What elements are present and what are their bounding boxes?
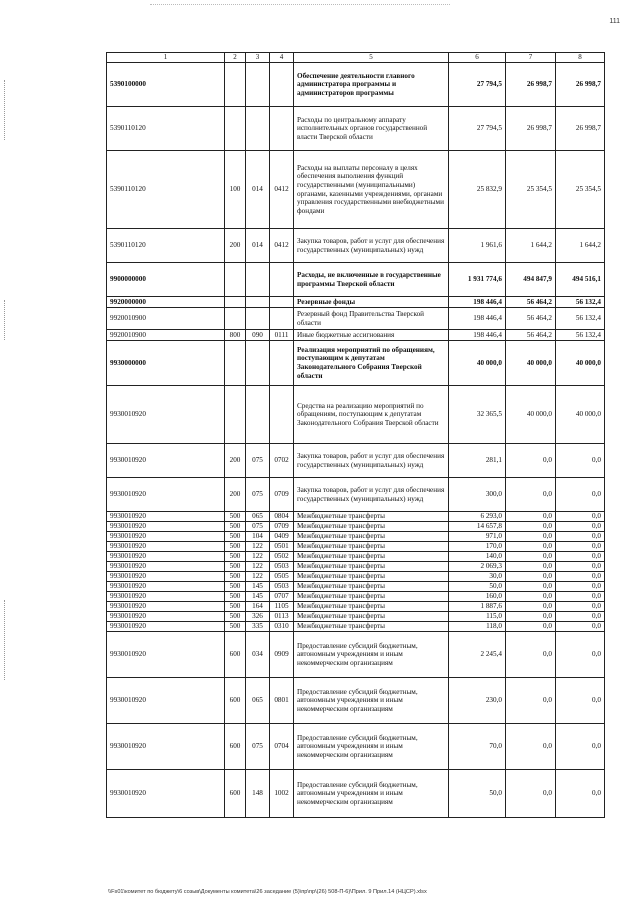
- cell-amount-col8: 0,0: [556, 770, 605, 818]
- cell-expense-type: 200: [225, 444, 246, 478]
- cell-target-code: 9930010920: [107, 522, 225, 532]
- cell-description: Межбюджетные трансферты: [294, 602, 449, 612]
- cell-amount-col8: 0,0: [556, 512, 605, 522]
- column-header: 2: [225, 53, 246, 63]
- cell-expense-type: 500: [225, 612, 246, 622]
- cell-expense-type: 500: [225, 622, 246, 632]
- cell-ministry: [246, 107, 270, 151]
- cell-section: 0412: [270, 229, 294, 263]
- table-row: [107, 444, 605, 478]
- table-row: [107, 622, 605, 632]
- table-row: [107, 263, 605, 297]
- cell-amount-col6: 115,0: [449, 612, 506, 622]
- cell-target-code: 9930010920: [107, 632, 225, 678]
- cell-ministry: 065: [246, 678, 270, 724]
- table-row: [107, 770, 605, 818]
- table-row: [107, 632, 605, 678]
- cell-section: 0801: [270, 678, 294, 724]
- cell-section: 0702: [270, 444, 294, 478]
- table-row: [107, 532, 605, 542]
- cell-target-code: 9930010920: [107, 592, 225, 602]
- cell-amount-col8: 56 132,4: [556, 330, 605, 341]
- cell-expense-type: 500: [225, 512, 246, 522]
- column-header: 4: [270, 53, 294, 63]
- cell-section: 0501: [270, 542, 294, 552]
- cell-description: Предоставление субсидий бюджетным, автономным учреждениям и иным некоммерческим организациям: [294, 678, 449, 724]
- cell-amount-col8: 40 000,0: [556, 341, 605, 386]
- cell-amount-col7: 0,0: [506, 582, 556, 592]
- cell-amount-col8: 0,0: [556, 542, 605, 552]
- cell-amount-col7: 0,0: [506, 724, 556, 770]
- cell-section: 0502: [270, 552, 294, 562]
- cell-target-code: 9930010920: [107, 678, 225, 724]
- cell-description: Межбюджетные трансферты: [294, 612, 449, 622]
- cell-expense-type: 500: [225, 552, 246, 562]
- cell-amount-col7: 25 354,5: [506, 151, 556, 229]
- cell-ministry: 122: [246, 562, 270, 572]
- cell-amount-col8: 0,0: [556, 444, 605, 478]
- column-header: 5: [294, 53, 449, 63]
- table-row: [107, 330, 605, 341]
- cell-section: [270, 386, 294, 444]
- scan-margin-mark: [4, 600, 6, 680]
- scan-margin-mark: [4, 300, 6, 340]
- cell-amount-col8: 0,0: [556, 572, 605, 582]
- cell-ministry: 335: [246, 622, 270, 632]
- cell-target-code: 9930010920: [107, 582, 225, 592]
- cell-target-code: 9930010920: [107, 602, 225, 612]
- scan-margin-mark: [4, 80, 6, 140]
- cell-target-code: 9930010920: [107, 444, 225, 478]
- cell-ministry: 075: [246, 444, 270, 478]
- cell-description: Закупка товаров, работ и услуг для обеспечения государственных (муниципальных) нужд: [294, 229, 449, 263]
- cell-amount-col8: 56 132,4: [556, 308, 605, 330]
- cell-amount-col8: 25 354,5: [556, 151, 605, 229]
- cell-amount-col8: 0,0: [556, 522, 605, 532]
- cell-amount-col8: 0,0: [556, 602, 605, 612]
- cell-amount-col7: 1 644,2: [506, 229, 556, 263]
- cell-amount-col7: 56 464,2: [506, 330, 556, 341]
- cell-target-code: 9930010920: [107, 612, 225, 622]
- cell-description: Межбюджетные трансферты: [294, 562, 449, 572]
- cell-amount-col7: 26 998,7: [506, 107, 556, 151]
- cell-amount-col6: 1 931 774,6: [449, 263, 506, 297]
- cell-target-code: 9930000000: [107, 341, 225, 386]
- table-row: [107, 552, 605, 562]
- cell-amount-col6: 198 446,4: [449, 330, 506, 341]
- cell-section: 0704: [270, 724, 294, 770]
- cell-description: Резервный фонд Правительства Тверской области: [294, 308, 449, 330]
- cell-amount-col8: 26 998,7: [556, 107, 605, 151]
- cell-target-code: 9930010920: [107, 552, 225, 562]
- column-header: 1: [107, 53, 225, 63]
- cell-target-code: 9930010920: [107, 478, 225, 512]
- cell-amount-col8: 0,0: [556, 622, 605, 632]
- cell-ministry: 065: [246, 512, 270, 522]
- cell-target-code: 9930010920: [107, 386, 225, 444]
- table-row: [107, 572, 605, 582]
- cell-target-code: 9930010920: [107, 770, 225, 818]
- cell-description: Реализация мероприятий по обращениям, поступающим к депутатам Законодательного Собрания Тверской области: [294, 341, 449, 386]
- cell-amount-col7: 0,0: [506, 602, 556, 612]
- cell-amount-col8: 0,0: [556, 678, 605, 724]
- cell-section: 0409: [270, 532, 294, 542]
- cell-section: 0310: [270, 622, 294, 632]
- cell-amount-col6: 50,0: [449, 582, 506, 592]
- cell-expense-type: [225, 308, 246, 330]
- cell-section: 0709: [270, 478, 294, 512]
- cell-amount-col8: 26 998,7: [556, 63, 605, 107]
- cell-expense-type: 600: [225, 724, 246, 770]
- cell-target-code: 9920010900: [107, 330, 225, 341]
- cell-amount-col7: 0,0: [506, 678, 556, 724]
- cell-section: [270, 341, 294, 386]
- cell-amount-col7: 0,0: [506, 592, 556, 602]
- table-row: [107, 512, 605, 522]
- cell-amount-col7: 0,0: [506, 612, 556, 622]
- cell-amount-col7: 0,0: [506, 512, 556, 522]
- budget-table-body: [107, 53, 605, 818]
- cell-section: 0505: [270, 572, 294, 582]
- cell-expense-type: 800: [225, 330, 246, 341]
- cell-expense-type: [225, 107, 246, 151]
- cell-ministry: [246, 308, 270, 330]
- cell-ministry: 145: [246, 592, 270, 602]
- cell-description: Межбюджетные трансферты: [294, 582, 449, 592]
- cell-ministry: 034: [246, 632, 270, 678]
- cell-description: Межбюджетные трансферты: [294, 552, 449, 562]
- cell-amount-col8: 0,0: [556, 582, 605, 592]
- scan-artifact-line: [150, 4, 450, 6]
- cell-description: Межбюджетные трансферты: [294, 512, 449, 522]
- table-row: [107, 592, 605, 602]
- cell-target-code: 5390110120: [107, 107, 225, 151]
- cell-amount-col6: 70,0: [449, 724, 506, 770]
- cell-description: Предоставление субсидий бюджетным, автономным учреждениям и иным некоммерческим организациям: [294, 724, 449, 770]
- cell-ministry: 148: [246, 770, 270, 818]
- table-row: [107, 63, 605, 107]
- cell-expense-type: [225, 341, 246, 386]
- column-header: 3: [246, 53, 270, 63]
- table-row: [107, 582, 605, 592]
- cell-amount-col6: 1 961,6: [449, 229, 506, 263]
- cell-amount-col6: 25 832,9: [449, 151, 506, 229]
- cell-expense-type: 200: [225, 229, 246, 263]
- cell-target-code: 9930010920: [107, 512, 225, 522]
- table-row: [107, 678, 605, 724]
- cell-expense-type: 100: [225, 151, 246, 229]
- cell-ministry: [246, 341, 270, 386]
- cell-amount-col8: 0,0: [556, 612, 605, 622]
- cell-target-code: 5390110120: [107, 151, 225, 229]
- cell-amount-col8: 40 000,0: [556, 386, 605, 444]
- cell-description: Предоставление субсидий бюджетным, автономным учреждениям и иным некоммерческим организациям: [294, 632, 449, 678]
- cell-expense-type: 500: [225, 592, 246, 602]
- cell-expense-type: 500: [225, 532, 246, 542]
- cell-amount-col6: 300,0: [449, 478, 506, 512]
- cell-ministry: 014: [246, 151, 270, 229]
- cell-amount-col6: 971,0: [449, 532, 506, 542]
- table-row: [107, 341, 605, 386]
- cell-amount-col8: 0,0: [556, 532, 605, 542]
- table-header-row: [107, 53, 605, 63]
- cell-description: Обеспечение деятельности главного администратора программы и администраторов программы: [294, 63, 449, 107]
- table-row: [107, 107, 605, 151]
- cell-target-code: 9930010920: [107, 622, 225, 632]
- table-row: [107, 612, 605, 622]
- cell-target-code: 9930010920: [107, 572, 225, 582]
- cell-amount-col7: 0,0: [506, 478, 556, 512]
- cell-expense-type: 600: [225, 632, 246, 678]
- cell-section: 0503: [270, 582, 294, 592]
- cell-amount-col8: 0,0: [556, 478, 605, 512]
- column-header: 7: [506, 53, 556, 63]
- cell-description: Закупка товаров, работ и услуг для обеспечения государственных (муниципальных) нужд: [294, 444, 449, 478]
- cell-amount-col6: 230,0: [449, 678, 506, 724]
- cell-description: Предоставление субсидий бюджетным, автономным учреждениям и иным некоммерческим организациям: [294, 770, 449, 818]
- cell-amount-col7: 0,0: [506, 522, 556, 532]
- table-row: [107, 308, 605, 330]
- cell-amount-col7: 56 464,2: [506, 297, 556, 308]
- cell-amount-col8: 1 644,2: [556, 229, 605, 263]
- cell-description: Иные бюджетные ассигнования: [294, 330, 449, 341]
- cell-target-code: 9930010920: [107, 542, 225, 552]
- cell-amount-col6: 198 446,4: [449, 308, 506, 330]
- cell-expense-type: [225, 63, 246, 107]
- cell-section: 0909: [270, 632, 294, 678]
- cell-section: 0412: [270, 151, 294, 229]
- cell-amount-col7: 0,0: [506, 770, 556, 818]
- cell-description: Межбюджетные трансферты: [294, 622, 449, 632]
- file-path-footer: \\Fs01\комитет по бюджету\6 созыв\Документы комитета\26 заседание (5)\пр\пр\(26) 508-П-6)\Прил. 9 Прил.14 (НЦСР).xlsx: [108, 889, 427, 895]
- cell-amount-col6: 27 794,5: [449, 107, 506, 151]
- cell-amount-col7: 494 847,9: [506, 263, 556, 297]
- cell-ministry: 075: [246, 522, 270, 532]
- cell-ministry: 104: [246, 532, 270, 542]
- cell-amount-col6: 27 794,5: [449, 63, 506, 107]
- cell-amount-col7: 0,0: [506, 572, 556, 582]
- cell-ministry: 075: [246, 724, 270, 770]
- cell-ministry: 014: [246, 229, 270, 263]
- cell-amount-col7: 0,0: [506, 632, 556, 678]
- cell-ministry: [246, 63, 270, 107]
- cell-section: 0707: [270, 592, 294, 602]
- table-row: [107, 724, 605, 770]
- cell-ministry: 145: [246, 582, 270, 592]
- cell-amount-col6: 2 245,4: [449, 632, 506, 678]
- table-row: [107, 297, 605, 308]
- cell-target-code: 9920010900: [107, 308, 225, 330]
- budget-table: [106, 52, 605, 818]
- cell-amount-col7: 0,0: [506, 542, 556, 552]
- cell-expense-type: 500: [225, 542, 246, 552]
- cell-target-code: 5390100000: [107, 63, 225, 107]
- cell-amount-col7: 0,0: [506, 444, 556, 478]
- cell-target-code: 9930010920: [107, 724, 225, 770]
- cell-amount-col6: 1 887,6: [449, 602, 506, 612]
- table-row: [107, 562, 605, 572]
- cell-target-code: 9930010920: [107, 562, 225, 572]
- cell-ministry: [246, 386, 270, 444]
- cell-amount-col7: 0,0: [506, 562, 556, 572]
- cell-amount-col6: 50,0: [449, 770, 506, 818]
- cell-section: 0804: [270, 512, 294, 522]
- cell-amount-col6: 30,0: [449, 572, 506, 582]
- cell-expense-type: [225, 297, 246, 308]
- cell-amount-col6: 14 657,8: [449, 522, 506, 532]
- table-row: [107, 386, 605, 444]
- column-header: 8: [556, 53, 605, 63]
- cell-amount-col6: 2 069,3: [449, 562, 506, 572]
- cell-section: 1002: [270, 770, 294, 818]
- cell-section: 0113: [270, 612, 294, 622]
- cell-amount-col7: 26 998,7: [506, 63, 556, 107]
- cell-amount-col6: 118,0: [449, 622, 506, 632]
- cell-amount-col7: 0,0: [506, 552, 556, 562]
- cell-description: Межбюджетные трансферты: [294, 522, 449, 532]
- cell-amount-col6: 170,0: [449, 542, 506, 552]
- cell-section: [270, 107, 294, 151]
- cell-expense-type: 500: [225, 562, 246, 572]
- cell-description: Межбюджетные трансферты: [294, 542, 449, 552]
- cell-section: [270, 297, 294, 308]
- cell-ministry: 122: [246, 552, 270, 562]
- cell-amount-col8: 494 516,1: [556, 263, 605, 297]
- cell-section: 0709: [270, 522, 294, 532]
- cell-ministry: 164: [246, 602, 270, 612]
- cell-expense-type: 500: [225, 522, 246, 532]
- cell-target-code: 9920000000: [107, 297, 225, 308]
- cell-expense-type: 500: [225, 582, 246, 592]
- cell-description: Средства на реализацию мероприятий по обращениям, поступающим к депутатам Законодательного Собрания Тверской области: [294, 386, 449, 444]
- cell-amount-col7: 0,0: [506, 622, 556, 632]
- cell-amount-col6: 198 446,4: [449, 297, 506, 308]
- cell-expense-type: [225, 386, 246, 444]
- cell-description: Расходы, не включенные в государственные программы Тверской области: [294, 263, 449, 297]
- cell-amount-col7: 0,0: [506, 532, 556, 542]
- cell-target-code: 9900000000: [107, 263, 225, 297]
- cell-description: Расходы на выплаты персоналу в целях обеспечения выполнения функций государственными (муниципальными) органами, казенными учреждениями, органами управления государственными внебюджетными фондами: [294, 151, 449, 229]
- cell-ministry: 122: [246, 542, 270, 552]
- cell-expense-type: 200: [225, 478, 246, 512]
- cell-ministry: 075: [246, 478, 270, 512]
- cell-section: [270, 263, 294, 297]
- cell-description: Закупка товаров, работ и услуг для обеспечения государственных (муниципальных) нужд: [294, 478, 449, 512]
- cell-amount-col6: 140,0: [449, 552, 506, 562]
- cell-ministry: 326: [246, 612, 270, 622]
- cell-amount-col8: 0,0: [556, 632, 605, 678]
- cell-amount-col6: 6 293,0: [449, 512, 506, 522]
- cell-expense-type: 600: [225, 678, 246, 724]
- table-row: [107, 151, 605, 229]
- table-row: [107, 542, 605, 552]
- cell-expense-type: 500: [225, 572, 246, 582]
- cell-amount-col8: 0,0: [556, 592, 605, 602]
- cell-amount-col6: 40 000,0: [449, 341, 506, 386]
- cell-amount-col7: 40 000,0: [506, 386, 556, 444]
- cell-amount-col8: 0,0: [556, 724, 605, 770]
- cell-ministry: [246, 263, 270, 297]
- cell-description: Межбюджетные трансферты: [294, 592, 449, 602]
- cell-section: 1105: [270, 602, 294, 612]
- cell-section: 0503: [270, 562, 294, 572]
- cell-amount-col7: 40 000,0: [506, 341, 556, 386]
- cell-target-code: 5390110120: [107, 229, 225, 263]
- column-header: 6: [449, 53, 506, 63]
- cell-expense-type: [225, 263, 246, 297]
- cell-ministry: 090: [246, 330, 270, 341]
- table-row: [107, 478, 605, 512]
- cell-section: [270, 63, 294, 107]
- cell-amount-col6: 281,1: [449, 444, 506, 478]
- cell-ministry: 122: [246, 572, 270, 582]
- cell-ministry: [246, 297, 270, 308]
- cell-target-code: 9930010920: [107, 532, 225, 542]
- cell-amount-col8: 0,0: [556, 552, 605, 562]
- cell-amount-col6: 160,0: [449, 592, 506, 602]
- table-row: [107, 229, 605, 263]
- cell-amount-col8: 56 132,4: [556, 297, 605, 308]
- cell-description: Резервные фонды: [294, 297, 449, 308]
- cell-expense-type: 500: [225, 602, 246, 612]
- cell-description: Межбюджетные трансферты: [294, 572, 449, 582]
- cell-description: Межбюджетные трансферты: [294, 532, 449, 542]
- table-row: [107, 602, 605, 612]
- cell-amount-col6: 32 365,5: [449, 386, 506, 444]
- cell-description: Расходы по центральному аппарату исполнительных органов государственной власти Тверской области: [294, 107, 449, 151]
- cell-amount-col8: 0,0: [556, 562, 605, 572]
- cell-section: [270, 308, 294, 330]
- cell-expense-type: 600: [225, 770, 246, 818]
- cell-section: 0111: [270, 330, 294, 341]
- table-row: [107, 522, 605, 532]
- cell-amount-col7: 56 464,2: [506, 308, 556, 330]
- page-number: 111: [609, 18, 620, 25]
